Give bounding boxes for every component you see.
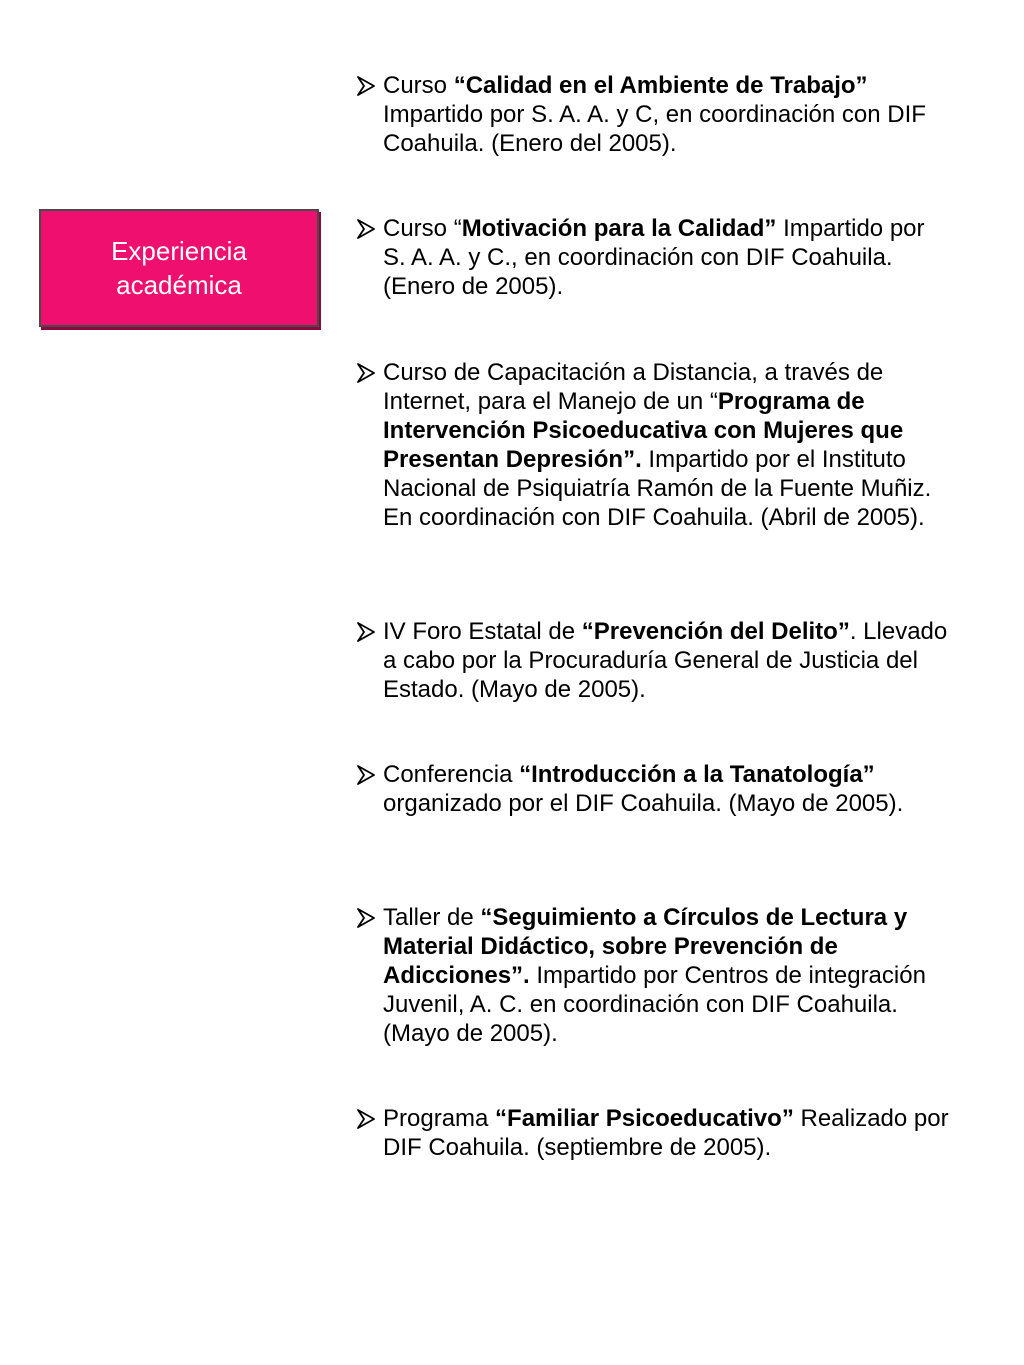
arrow-bullet-icon bbox=[355, 362, 377, 384]
list-item bbox=[355, 71, 955, 158]
section-label-box bbox=[39, 209, 319, 327]
list-item bbox=[355, 214, 955, 301]
item-text: Taller de “Seguimiento a Círculos de Lectura y Material Didáctico, sobre Prevención de Adicciones”. Impartido por Centros de integración Juvenil, A. C. en coordinación con DIF Coahuila. (Mayo de 2005). bbox=[383, 904, 926, 1047]
item-text: Curso “Motivación para la Calidad” Impartido por S. A. A. y C., en coordinación con DIF Coahuila. (Enero de 2005). bbox=[383, 215, 925, 300]
arrow-bullet-icon bbox=[355, 621, 377, 643]
list-item bbox=[355, 1104, 955, 1162]
arrow-bullet-icon bbox=[355, 218, 377, 240]
arrow-bullet-icon bbox=[355, 764, 377, 786]
arrow-bullet-icon bbox=[355, 75, 377, 97]
item-text: Curso “Calidad en el Ambiente de Trabajo” Impartido por S. A. A. y C, en coordinación con DIF Coahuila. (Enero del 2005). bbox=[383, 72, 926, 157]
arrow-bullet-icon bbox=[355, 907, 377, 929]
section-title: Experiencia académica bbox=[111, 236, 247, 300]
list-item bbox=[355, 760, 955, 818]
item-text: Conferencia “Introducción a la Tanatología” organizado por el DIF Coahuila. (Mayo de 2005). bbox=[383, 761, 904, 817]
item-text: Programa “Familiar Psicoeducativo” Realizado por DIF Coahuila. (septiembre de 2005). bbox=[383, 1105, 949, 1161]
list-item bbox=[355, 617, 955, 704]
item-text: IV Foro Estatal de “Prevención del Delito”. Llevado a cabo por la Procuraduría General de Justicia del Estado. (Mayo de 2005). bbox=[383, 618, 948, 703]
arrow-bullet-icon bbox=[355, 1108, 377, 1130]
list-item bbox=[355, 358, 955, 532]
list-item bbox=[355, 903, 955, 1048]
item-text: Curso de Capacitación a Distancia, a través de Internet, para el Manejo de un “Programa de Intervención Psicoeducativa con Mujeres que Presentan Depresión”. Impartido por el Instituto Nacional de Psiquiatría Ramón de la Fuente Muñiz. En coordinación con DIF Coahuila. (Abril de 2005). bbox=[383, 359, 932, 531]
